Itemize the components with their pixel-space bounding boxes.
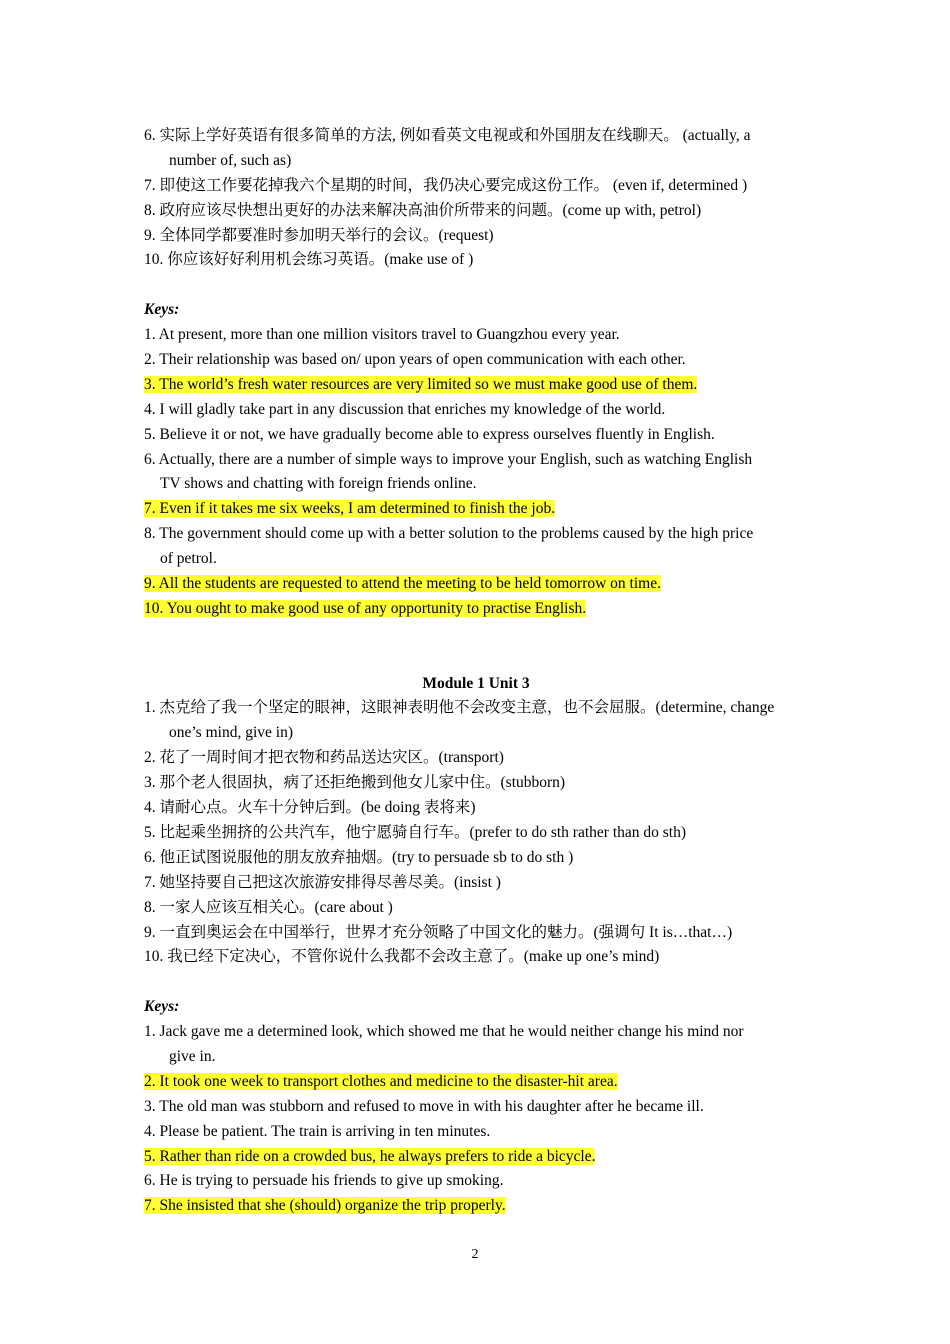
question-line-cont: number of, such as) xyxy=(169,151,292,169)
s1-q9: 9. 全体同学都要准时参加明天举行的会议。(request) xyxy=(144,226,494,244)
s1-q8: 8. 政府应该尽快想出更好的办法来解决高油价所带来的问题。(come up with, petrol) xyxy=(144,201,702,219)
s2-key-2-highlighted: 2. It took one week to transport clothes and medicine to the disaster-hit area. xyxy=(144,1072,618,1090)
key-line: 6. Actually, there are a number of simple ways to improve your English, such as watching English xyxy=(144,450,753,468)
s2-q4: 4. 请耐心点。火车十分钟后到。(be doing 表将来) xyxy=(144,799,476,817)
spacer xyxy=(144,622,808,647)
s2-q9: 9. 一直到奥运会在中国举行，世界才充分领略了中国文化的魅力。(强调句 It is…that…) xyxy=(144,923,733,941)
question-line: 6. 实际上学好英语有很多简单的方法, 例如看英文电视或和外国朋友在线聊天。 (actually, a xyxy=(144,127,751,144)
s2-q3: 3. 那个老人很固执，病了还拒绝搬到他女儿家中住。(stubborn) xyxy=(144,774,566,792)
s1-key-1: 1. At present, more than one million visitors travel to Guangzhou every year. xyxy=(144,326,620,344)
key-line-cont: give in. xyxy=(169,1047,216,1065)
s2-q10: 10. 我已经下定决心，不管你说什么我都不会改主意了。(make up one’s mind) xyxy=(144,948,660,966)
s2-key-4: 4. Please be patient. The train is arriving in ten minutes. xyxy=(144,1122,491,1140)
s1-key-2: 2. Their relationship was based on/ upon years of open communication with each other. xyxy=(144,351,686,369)
s2-q5: 5. 比起乘坐拥挤的公共汽车，他宁愿骑自行车。(prefer to do sth rather than do sth) xyxy=(144,823,687,841)
s1-key-6 xyxy=(144,448,808,498)
document-page xyxy=(144,124,808,1219)
s1-q6 xyxy=(144,124,808,174)
spacer xyxy=(144,970,808,995)
s1-q7: 7. 即使这工作要花掉我六个星期的时间，我仍决心要完成这份工作。 (even if, determined ) xyxy=(144,176,748,194)
s2-keys-label: Keys: xyxy=(144,998,180,1016)
question-line-cont: one’s mind, give in) xyxy=(169,724,293,742)
spacer xyxy=(144,647,808,672)
spacer xyxy=(144,273,808,298)
s2-q6: 6. 他正试图说服他的朋友放弃抽烟。(try to persuade sb to do sth ) xyxy=(144,848,574,866)
s2-key-5-highlighted: 5. Rather than ride on a crowded bus, he always prefers to ride a bicycle. xyxy=(144,1147,596,1165)
s2-q1 xyxy=(144,696,808,746)
s2-key-3: 3. The old man was stubborn and refused to move in with his daughter after he became ill. xyxy=(144,1097,704,1115)
s1-keys-label: Keys: xyxy=(144,301,180,319)
s1-key-10-highlighted: 10. You ought to make good use of any opportunity to practise English. xyxy=(144,599,587,617)
page-number: 2 xyxy=(471,1247,479,1262)
section-title: Module 1 Unit 3 xyxy=(422,674,530,692)
question-line: 1. 杰克给了我一个坚定的眼神，这眼神表明他不会改变主意，也不会屈服。(determine, change xyxy=(144,699,775,717)
s2-q7: 7. 她坚持要自己把这次旅游安排得尽善尽美。(insist ) xyxy=(144,873,501,891)
s1-key-9-highlighted: 9. All the students are requested to attend the meeting to be held tomorrow on time. xyxy=(144,575,661,593)
s1-key-3-highlighted: 3. The world’s fresh water resources are very limited so we must make good use of them. xyxy=(144,375,698,393)
s1-q10: 10. 你应该好好利用机会练习英语。(make use of ) xyxy=(144,251,474,269)
s2-key-7-highlighted: 7. She insisted that she (should) organize the trip properly. xyxy=(144,1197,506,1215)
key-line: 8. The government should come up with a better solution to the problems caused by the high price xyxy=(144,525,754,543)
s1-key-4: 4. I will gladly take part in any discussion that enriches my knowledge of the world. xyxy=(144,400,666,418)
s1-key-7-highlighted: 7. Even if it takes me six weeks, I am determined to finish the job. xyxy=(144,500,556,518)
s1-key-5: 5. Believe it or not, we have gradually become able to express ourselves fluently in English. xyxy=(144,425,715,443)
key-line-cont: of petrol. xyxy=(160,550,217,568)
s2-q2: 2. 花了一周时间才把衣物和药品送达灾区。(transport) xyxy=(144,749,504,767)
s2-key-1 xyxy=(144,1020,808,1070)
s1-key-8 xyxy=(144,522,808,572)
key-line: 1. Jack gave me a determined look, which showed me that he would neither change his mind nor xyxy=(144,1023,744,1041)
s2-key-6: 6. He is trying to persuade his friends to give up smoking. xyxy=(144,1172,504,1190)
s2-q8: 8. 一家人应该互相关心。(care about ) xyxy=(144,898,393,916)
key-line-cont: TV shows and chatting with foreign friends online. xyxy=(160,475,477,493)
